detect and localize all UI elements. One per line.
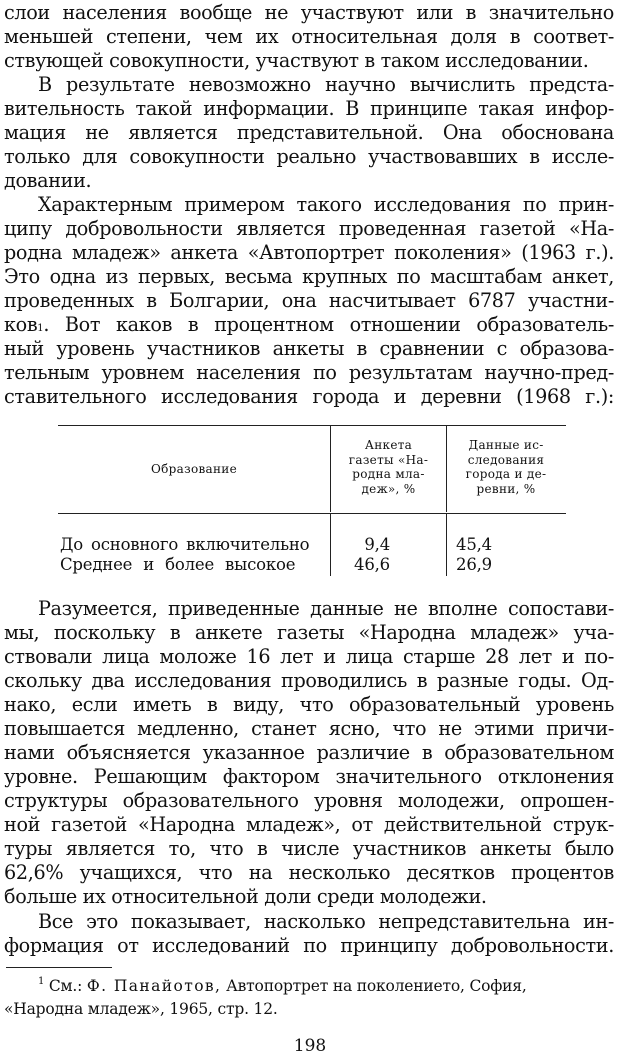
footnote-number: 1: [38, 976, 45, 987]
table-header-education: Образование: [151, 462, 237, 476]
text-line: ный уровень участников анкеты в сравнении с образова-: [4, 337, 614, 360]
text-line: Характерным примером такого исследования по прин-: [38, 193, 614, 216]
page-number: 198: [293, 1036, 327, 1056]
text-fragment: . Вот каков в процентном отношении образователь-: [43, 313, 614, 336]
table-cell-study: 45,4: [456, 535, 492, 554]
footnote-line: «Народна младеж», 1965, стр. 12.: [4, 1000, 278, 1018]
text-line: довании.: [4, 169, 92, 192]
text-line: вительность такой информации. В принципе такая инфор-: [4, 97, 614, 120]
text-line: скольку два исследования проводились в разные годы. Од-: [4, 669, 614, 692]
text-line: ной газетой «Народна младеж», от действительной струк-: [4, 813, 614, 836]
text-line: тельным уровнем населения по результатам научно-пред-: [4, 361, 614, 384]
text-line: структуры образовательного уровня молодежи, опрошен-: [4, 789, 614, 812]
text-line: 62,6% учащихся, что на несколько десятков процентов: [4, 861, 614, 884]
table-header-survey: Анкета газеты «На- родна мла- деж», %: [348, 438, 429, 496]
footnote-separator: [6, 967, 112, 968]
text-line: ставительного исследования города и деревни (1968 г.):: [4, 385, 614, 408]
table-cell-survey: 46,6: [354, 555, 390, 574]
text-line: В результате невозможно научно вычислить предста-: [38, 73, 614, 96]
text-line: формация от исследований по принципу добровольности.: [4, 934, 614, 957]
footnote-title: Автопортрет на поколението, София,: [221, 977, 527, 995]
table-header-rule: [58, 513, 566, 514]
table-column-divider: [446, 426, 447, 512]
footnote-prefix: См.:: [44, 977, 87, 995]
table-cell-survey: 9,4: [364, 535, 390, 554]
text-line: ствовали лица моложе 16 лет и лица старше 28 лет и по-: [4, 645, 614, 668]
text-line-with-footnote: ков 1 . Вот каков в процентном отношении образователь-: [4, 313, 614, 336]
text-fragment: ков: [4, 313, 38, 336]
text-line: нами объясняется указанное различие в образовательном: [4, 741, 614, 764]
text-line: родна младеж» анкета «Автопортрет поколения» (1963 г.).: [4, 241, 614, 264]
text-line: ствующей совокупности, участвуют в таком исследовании.: [4, 49, 589, 72]
table-top-rule: [58, 425, 566, 426]
text-line: меньшей степени, чем их относительная доля в соответ-: [4, 25, 614, 48]
table-row-label: Среднее и более высокое: [60, 555, 296, 574]
text-line: туры является то, что в числе участников анкеты было: [4, 837, 614, 860]
text-line: мы, поскольку в анкете газеты «Народна младеж» уча-: [4, 621, 614, 644]
text-line: Это одна из первых, весьма крупных по масштабам анкет,: [4, 265, 614, 288]
table-cell-study: 26,9: [456, 555, 492, 574]
text-line: Разумеется, приведенные данные не вполне сопостави-: [38, 597, 614, 620]
text-line: проведенных в Болгарии, она насчитывает 6787 участни-: [4, 289, 614, 312]
table-row-label: До основного включительно: [60, 535, 310, 554]
footnote-author: Ф. Панайотов,: [86, 977, 222, 995]
text-line: слои населения вообще не участвуют или в значительно: [4, 1, 614, 24]
text-line: больше их относительной доли среди молодежи.: [4, 885, 487, 908]
text-line: мация не является представительной. Она обоснована: [4, 121, 614, 144]
text-line: нако, если иметь в виду, что образовательный уровень: [4, 693, 614, 716]
text-line: только для совокупности реально участвовавших в иссле-: [4, 145, 614, 168]
text-line: повышается медленно, станет ясно, что не этими причи-: [4, 717, 614, 740]
text-line: Все это показывает, насколько непредставительна ин-: [38, 910, 614, 933]
text-line: ципу добровольности является проведенная газетой «На-: [4, 217, 614, 240]
table-column-divider: [330, 426, 331, 512]
footnote-line: [38, 975, 527, 998]
table-header-study: Данные ис- следования города и де- ревни, %: [465, 438, 547, 496]
text-line: уровне. Решающим фактором значительного отклонения: [4, 765, 614, 788]
